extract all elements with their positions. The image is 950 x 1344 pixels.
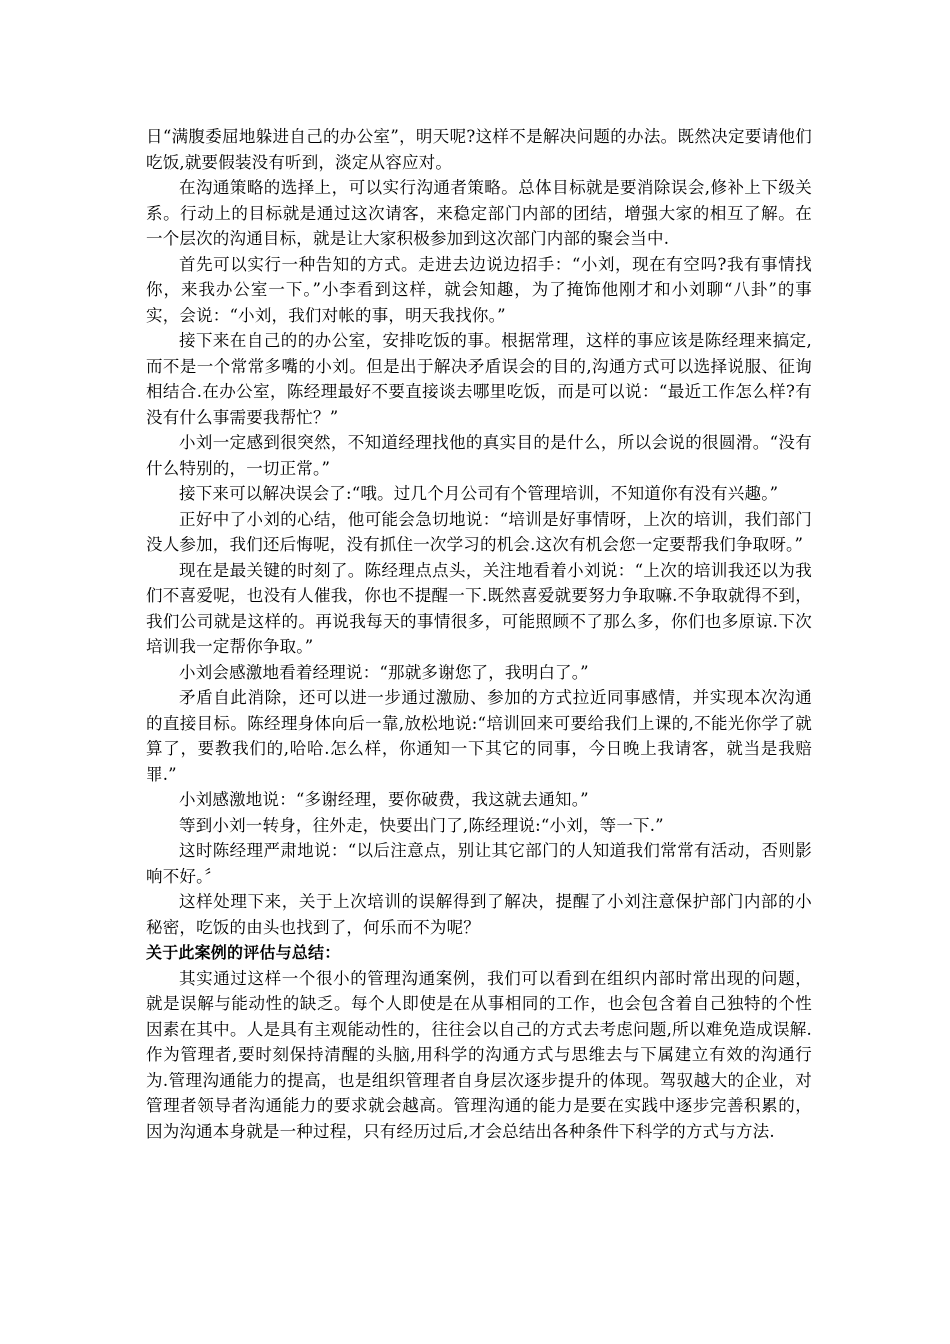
paragraph: 矛盾自此消除，还可以进一步通过激励、参加的方式拉近同事感情，并实现本次沟通的直接目标。陈经理身体向后一靠,放松地说:“培训回来可要给我们上课的,不能光你学了就算了，要教我们的,哈哈.怎么样，你通知一下其它的同事，今日晚上我请客，就当是我赔罪.”	[146, 688, 812, 784]
paragraph: 这时陈经理严肃地说：“以后注意点，别让其它部门的人知道我们常常有活动，否则影响不好。〞	[146, 841, 812, 886]
document-body	[146, 124, 812, 1144]
paragraph: 现在是最关键的时刻了。陈经理点点头，关注地看着小刘说：“上次的培训我还以为我们不喜爱呢，也没有人催我，你也不提醒一下.既然喜爱就要努力争取嘛.不争取就得不到，我们公司就是这样的。再说我每天的事情很多，可能照顾不了那么多，你们也多原谅.下次培训我一定帮你争取。”	[146, 560, 812, 656]
paragraph: 这样处理下来，关于上次培训的误解得到了解决，提醒了小刘注意保护部门内部的小秘密，吃饭的由头也找到了，何乐而不为呢？	[146, 892, 812, 937]
paragraph: 接下来在自己的的办公室，安排吃饭的事。根据常理，这样的事应该是陈经理来搞定,而不是一个常常多嘴的小刘。但是出于解决矛盾误会的目的,沟通方式可以选择说服、征询相结合.在办公室，陈经理最好不要直接谈去哪里吃饭，而是可以说：“最近工作怎么样?有没有什么事需要我帮忙？”	[146, 331, 812, 427]
paragraph: 小刘一定感到很突然，不知道经理找他的真实目的是什么，所以会说的很圆滑。“没有什么特别的，一切正常。”	[146, 433, 812, 478]
paragraph: 小刘感激地说：“多谢经理，要你破费，我这就去通知。”	[179, 790, 589, 809]
paragraph: 正好中了小刘的心结，他可能会急切地说：“培训是好事情呀，上次的培训，我们部门没人参加，我们还后悔呢，没有抓住一次学习的机会.这次有机会您一定要帮我们争取呀。”	[146, 509, 812, 554]
paragraph: 接下来可以解决误会了:“哦。过几个月公司有个管理培训，不知道你有没有兴趣。”	[179, 484, 779, 503]
paragraph: 在沟通策略的选择上，可以实行沟通者策略。总体目标就是要消除误会,修补上下级关系。行动上的目标就是通过这次请客，来稳定部门内部的团结，增强大家的相互了解。在一个层次的沟通目标，就是让大家积极参加到这次部门内部的聚会当中.	[146, 178, 812, 248]
section-heading: 关于此案例的评估与总结：	[146, 943, 341, 962]
paragraph: 首先可以实行一种告知的方式。走进去边说边招手：“小刘，现在有空吗?我有事情找你，来我办公室一下。”小李看到这样，就会知趣，为了掩饰他刚才和小刘聊“八卦”的事实，会说：“小刘，我们对帐的事，明天我找你。”	[146, 254, 812, 325]
paragraph: 日“满腹委屈地躲进自己的办公室”，明天呢?这样不是解决问题的办法。既然决定要请他们吃饭,就要假装没有听到，淡定从容应对。	[146, 127, 812, 172]
paragraph: 等到小刘一转身，往外走，快要出门了,陈经理说:“小刘，等一下.”	[179, 815, 664, 835]
paragraph: 小刘会感激地看着经理说：“那就多谢您了，我明白了。”	[179, 662, 589, 682]
summary-paragraph: 其实通过这样一个很小的管理沟通案例，我们可以看到在组织内部时常出现的问题，就是误解与能动性的缺乏。每个人即使是在从事相同的工作，也会包含着自己独特的个性因素在其中。人是具有主观能动性的，往往会以自己的方式去考虑问题,所以难免造成误解.作为管理者,要时刻保持清醒的头脑,用科学的沟通方式与思维去与下属建立有效的沟通行为.管理沟通能力的提高，也是组织管理者自身层次逐步提升的体现。驾驭越大的企业，对管理者领导者沟通能力的要求就会越高。管理沟通的能力是要在实践中逐步完善积累的，因为沟通本身就是一种过程，只有经历过后,才会总结出各种条件下科学的方式与方法.	[146, 968, 812, 1141]
